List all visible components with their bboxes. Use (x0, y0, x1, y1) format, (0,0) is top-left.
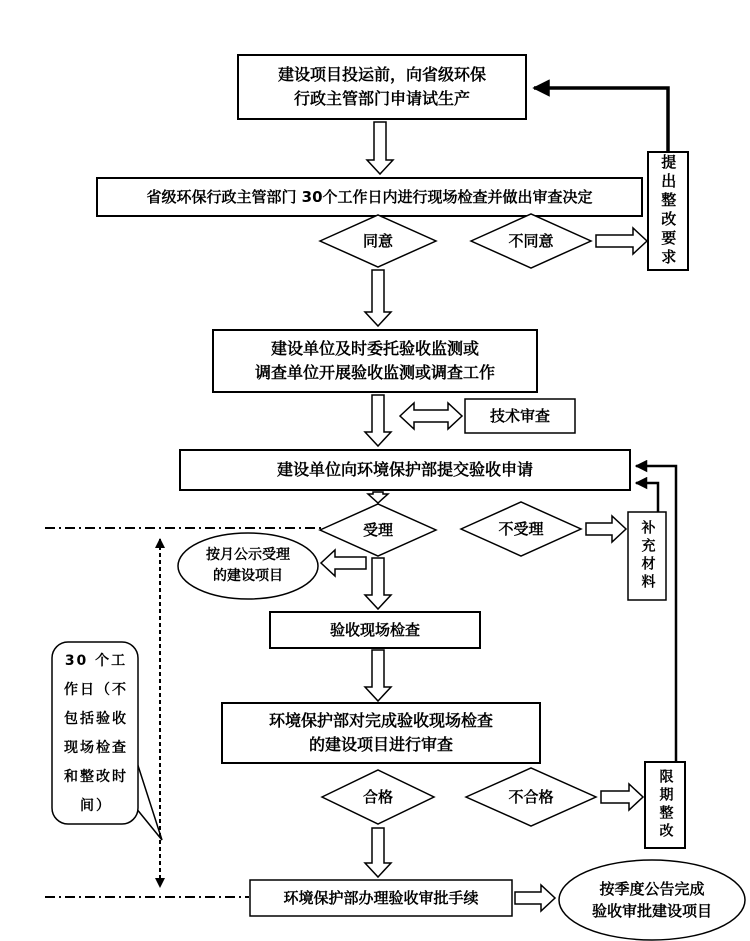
supplement-label: 补充材料 (639, 520, 656, 592)
arrow-apply-to-review (367, 122, 393, 174)
qualified-label: 合格 (362, 787, 393, 806)
callout-bubble (52, 642, 138, 824)
submit-application-label: 建设单位向环境保护部提交验收申请 (276, 460, 533, 479)
deadline-rectify-box (645, 762, 685, 848)
line-rectify-to-apply (534, 88, 668, 152)
site-inspection-box (270, 612, 480, 648)
supplement-box (628, 512, 666, 600)
arrow-accept-to-publicity (321, 550, 366, 576)
monthly-publicity-label: 按月公示受理 的建设项目 (206, 547, 290, 584)
arrow-qualified-to-approval (365, 828, 391, 877)
rectify-request-box (648, 152, 688, 270)
unqualified-diamond (466, 768, 596, 826)
accept-label: 受理 (362, 520, 393, 539)
mep-review-box (222, 703, 540, 763)
disagree-label: 不同意 (508, 231, 554, 250)
arrow-reject-to-supplement (586, 516, 626, 542)
deadline-rectify-label: 限期整改 (657, 769, 674, 841)
site-inspection-label: 验收现场检查 (329, 620, 420, 639)
arrow-unqualified-to-deadline (601, 784, 643, 810)
approval-procedure-label: 环境保护部办理验收审批手续 (283, 888, 479, 907)
approval-procedure-box (250, 880, 512, 916)
quarterly-announce-label: 按季度公告完成 验收审批建设项目 (591, 879, 712, 920)
arrow-agree-to-entrust (365, 270, 391, 326)
rectify-request-label: 提出整改要求 (659, 154, 678, 268)
accept-diamond (320, 504, 436, 556)
reject-diamond (461, 502, 581, 556)
apply-trial-box (238, 55, 526, 119)
submit-application-box (180, 450, 630, 490)
agree-diamond (320, 215, 436, 267)
tech-review-label: 技术审查 (489, 406, 550, 425)
entrust-monitor-label: 建设单位及时委托验收监测或 调查单位开展验收监测或调查工作 (254, 339, 495, 382)
qualified-diamond (322, 770, 434, 824)
mep-review-label: 环境保护部对完成验收现场检查 的建设项目进行审查 (268, 711, 493, 754)
entrust-monitor-box (213, 330, 537, 392)
arrow-entrust-to-submit (365, 395, 391, 446)
quarterly-announce-ellipse (559, 860, 745, 940)
unqualified-label: 不合格 (508, 787, 554, 806)
agree-label: 同意 (362, 231, 393, 250)
line-deadline-to-submit (636, 466, 676, 762)
line-supplement-to-submit (636, 483, 658, 512)
callout-30-days-label: 30 个工 作日（不 包括验收 现场检查 和整改时 间） (64, 653, 128, 814)
disagree-diamond (471, 214, 591, 268)
arrow-approval-to-announce (515, 885, 555, 911)
arrow-disagree-to-rectify (596, 228, 647, 254)
apply-trial-label: 建设项目投运前，向省级环保 行政主管部门申请试生产 (277, 65, 486, 108)
monthly-publicity-ellipse (178, 533, 318, 599)
arrow-tech-review-double (400, 403, 462, 429)
tech-review-box (465, 399, 575, 433)
arrow-inspection-to-review (365, 650, 391, 701)
arrow-accept-to-inspection (365, 558, 391, 609)
provincial-review-box (97, 178, 642, 216)
provincial-review-label: 省级环保行政主管部门 30个工作日内进行现场检查并做出审查决定 (146, 187, 593, 206)
arrow-submit-to-accept (368, 492, 388, 503)
reject-label: 不受理 (498, 519, 544, 538)
